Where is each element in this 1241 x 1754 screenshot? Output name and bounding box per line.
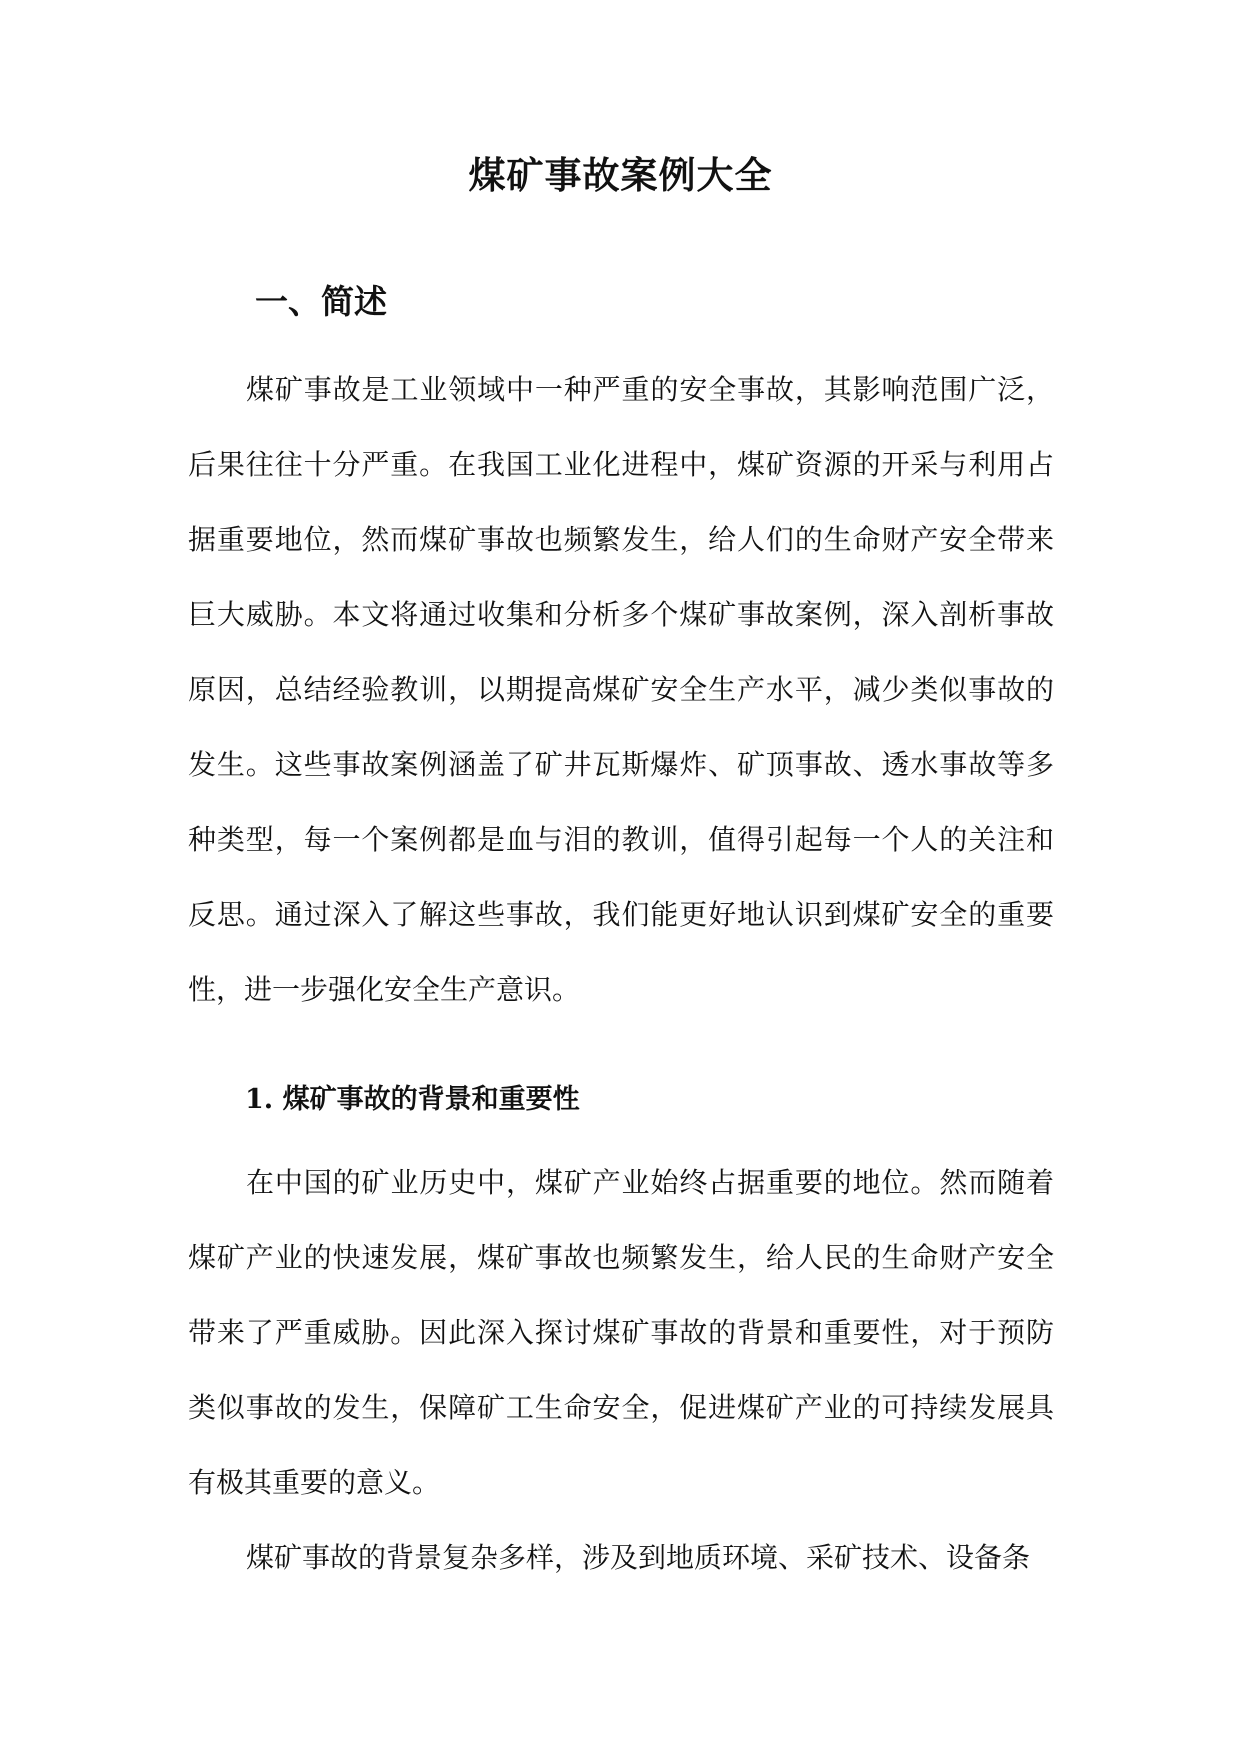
overview-paragraph: 煤矿事故是工业领域中一种严重的安全事故，其影响范围广泛，后果往往十分严重。在我国工业化进程中，煤矿资源的开采与利用占据重要地位，然而煤矿事故也频繁发生，给人们的生命财产安全带来巨大威胁。本文将通过收集和分析多个煤矿事故案例，深入剖析事故原因，总结经验教训，以期提高煤矿安全生产水平，减少类似事故的发生。这些事故案例涵盖了矿井瓦斯爆炸、矿顶事故、透水事故等多种类型，每一个案例都是血与泪的教训，值得引起每一个人的关注和反思。通过深入了解这些事故，我们能更好地认识到煤矿安全的重要性，进一步强化安全生产意识。	[188, 373, 1054, 1006]
subsection-heading-background: 1. 煤矿事故的背景和重要性	[245, 1084, 580, 1115]
section-heading-overview: 一、简述	[255, 282, 387, 321]
background-paragraph-2: 煤矿事故的背景复杂多样，涉及到地质环境、采矿技术、设备条	[246, 1541, 1031, 1574]
document-title: 煤矿事故案例大全	[468, 153, 773, 197]
background-paragraph-1: 在中国的矿业历史中，煤矿产业始终占据重要的地位。然而随着煤矿产业的快速发展，煤矿事故也频繁发生，给人民的生命财产安全带来了严重威胁。因此深入探讨煤矿事故的背景和重要性，对于预防类似事故的发生，保障矿工生命安全，促进煤矿产业的可持续发展具有极其重要的意义。	[188, 1166, 1054, 1499]
